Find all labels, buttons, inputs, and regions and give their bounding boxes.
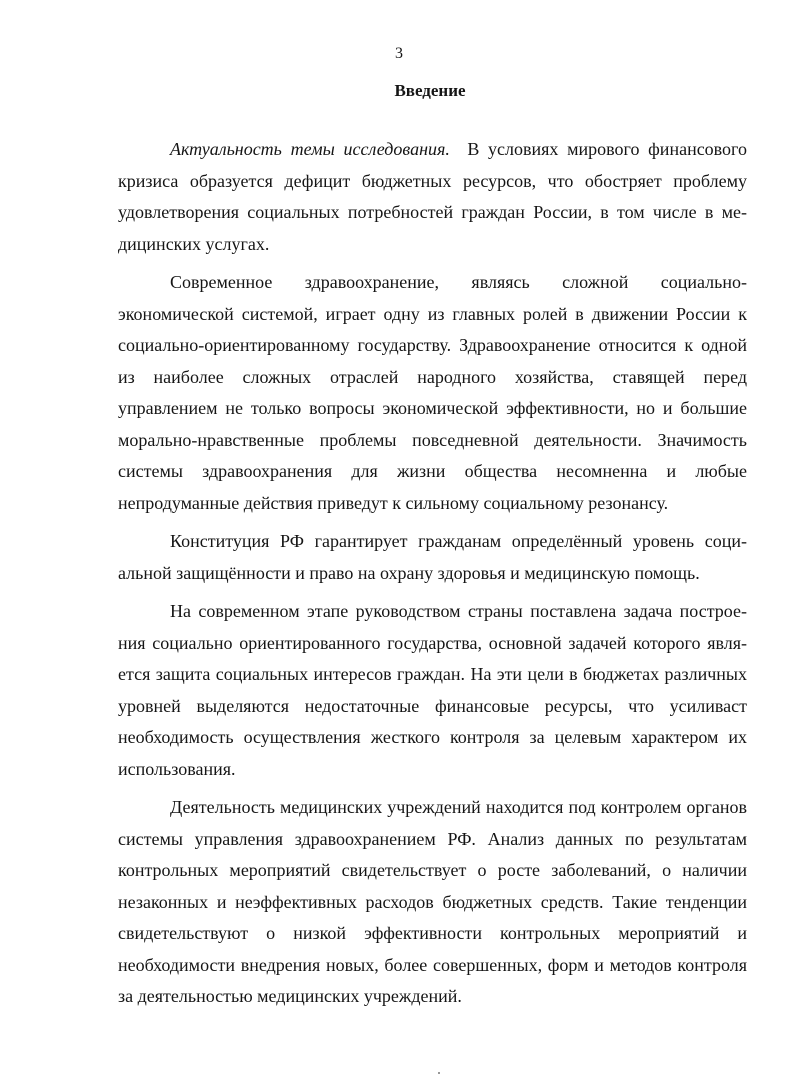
paragraph-relevance (118, 134, 747, 260)
paragraph-state-task: На современном этапе руководством страны поставлена задача построения социально ориентированного государства, основной задачей которого является защита социальных интересов граждан. На эти цели в бюджетах различных уровней выделяются недостаточные финансовые ресурсы, что усиливаст необходимость осуществления жесткого контроля за целевым характером их использования. (118, 601, 747, 779)
paragraph-text: В условиях мирового финансового кризиса образуется дефицит бюджетных ресурсов, что обостряет проблему удовлетворения социальных потребностей граждан России, в том числе в медицинских услугах. (118, 139, 747, 254)
paragraph-control: Деятельность медицинских учреждений находится под контролем органов системы управления здравоохранением РФ. Анализ данных по результатам контрольных мероприятий свидетельствует о росте заболеваний, о наличии незаконных и неэффективных расходов бюджетных средств. Такие тенденции свидетельствуют о низкой эффективности контрольных мероприятий и необходимости внедрения новых, более совершенных, форм и методов контроля за деятельностью медицинских учреждений. (118, 797, 747, 1006)
paragraph-healthcare-system: Современное здравоохранение, являясь сложной социально-экономической системой, играет одну из главных ролей в движении России к социально-ориентированному государству. Здравоохранение относится к одной из наиболее сложных отраслей народного хозяйства, ставящей перед управлением не только вопросы экономической эффективности, но и большие морально-нравственные проблемы повседневной деятельности. Значимость системы здравоохранения для жизни общества несомненна и любые непродуманные действия приведут к сильному социальному резонансу. (118, 272, 747, 513)
body-text (118, 134, 747, 1013)
scan-dot-mark (438, 1072, 440, 1074)
paragraph-lead: Актуальность темы исследования. (170, 139, 450, 159)
page-number: 3 (395, 45, 403, 62)
paragraph-constitution: Конституция РФ гарантирует гражданам определённый уровень социальной защищённости и право на охрану здоровья и медицинскую помощь. (118, 531, 747, 583)
section-heading: Введение (394, 81, 466, 100)
